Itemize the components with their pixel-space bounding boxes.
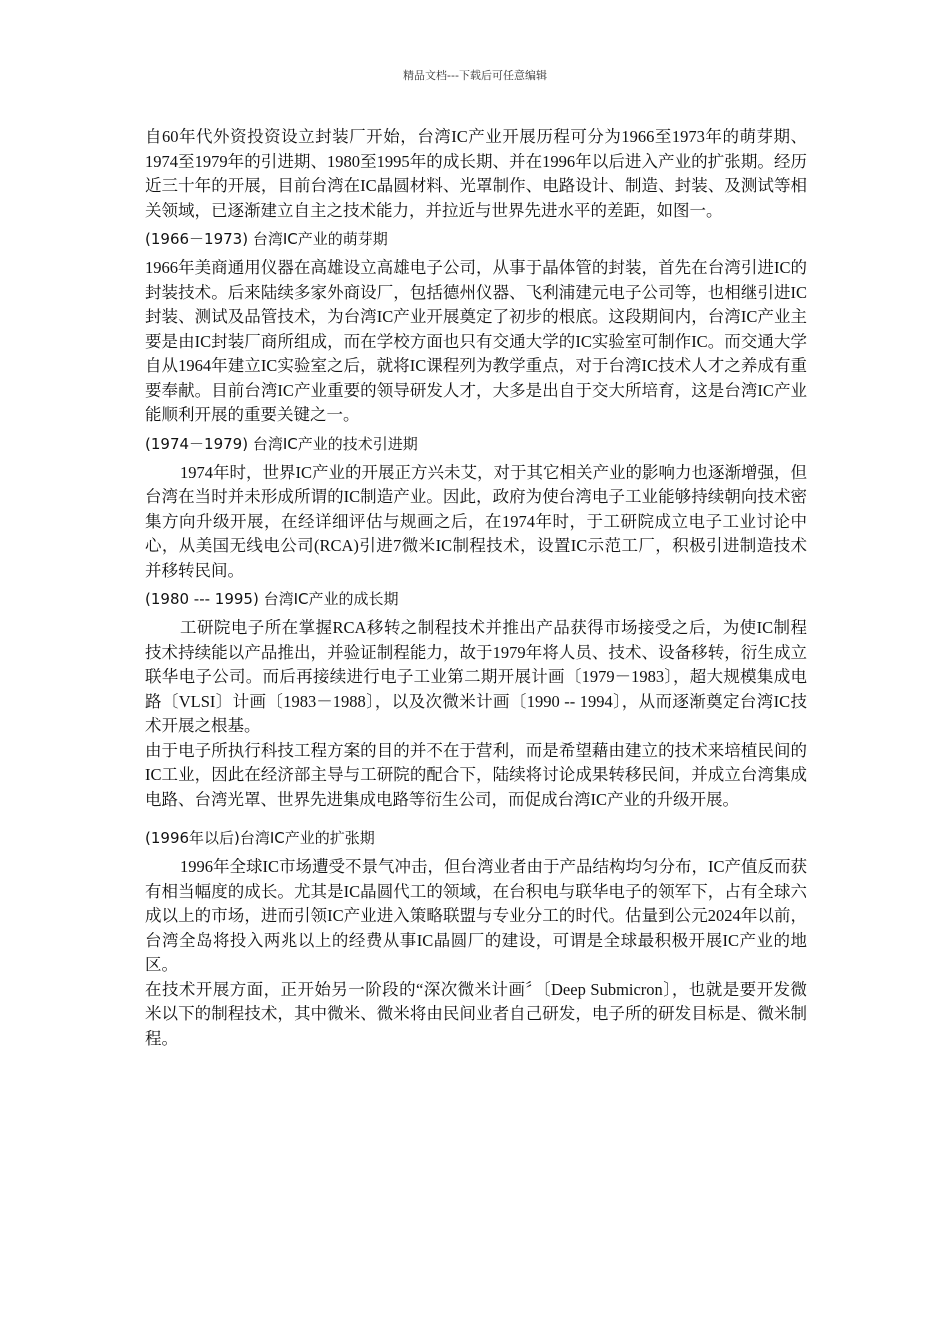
section-paragraph: 1996年全球IC市场遭受不景气冲击，但台湾业者由于产品结构均匀分布，IC产值反而获有相当幅度的成长。尤其是IC晶圆代工的领域，在台积电与联华电子的领军下，占有全球六成以上的市场，进而引领IC产业进入策略联盟与专业分工的时代。估量到公元2024年以前，台湾全岛将投入两兆以上的经费从事IC晶圆厂的建设，可谓是全球最积极开展IC产业的地区。 — [145, 857, 807, 974]
section-heading-1966: (1966－1973) 台湾IC产业的萌芽期 — [145, 230, 388, 248]
section-paragraph: 在技术开展方面，正开始另一阶段的“深次微米计画〞〔Deep Submicron〕，也就是要开发微米以下的制程技术，其中微米、微米将由民间业者自己研发，电子所的研发目标是、微米制程。 — [145, 979, 807, 1048]
section-heading-1980: (1980 --- 1995) 台湾IC产业的成长期 — [145, 590, 399, 608]
page-header: 精品文档---下载后可任意编辑 — [403, 69, 547, 82]
intro-paragraph: 自60年代外资投资设立封装厂开始，台湾IC产业开展历程可分为1966至1973年的萌芽期、1974至1979年的引进期、1980至1995年的成长期、并在1996年以后进入产业的扩张期。经历近三十年的开展，目前台湾在IC晶圆材料、光罩制作、电路设计、制造、封装、及测试等相关领域，已逐渐建立自主之技术能力，并拉近与世界先进水平的差距，如图一。 — [145, 127, 807, 220]
section-paragraph: 工研院电子所在掌握RCA移转之制程技术并推出产品获得市场接受之后，为使IC制程技术持续能以产品推出，并验证制程能力，故于1979年将人员、技术、设备移转，衍生成立联华电子公司。而后再接续进行电子工业第二期开展计画〔1979－1983〕，超大规模集成电路〔VLSI〕计画〔1983－1988〕，以及次微米计画〔1990 -- 1994〕，从而逐渐奠定台湾IC技术开展之根基。 — [145, 618, 807, 735]
section-heading-1996: (1996年以后)台湾IC产业的扩张期 — [145, 829, 375, 847]
section-paragraph: 由于电子所执行科技工程方案的目的并不在于营利，而是希望藉由建立的技术来培植民间的IC工业，因此在经济部主导与工研院的配合下，陆续将讨论成果转移民间，并成立台湾集成电路、台湾光罩、世界先进集成电路等衍生公司，而促成台湾IC产业的升级开展。 — [145, 740, 807, 809]
section-heading-1974: (1974－1979) 台湾IC产业的技术引进期 — [145, 434, 418, 453]
section-paragraph: 1966年美商通用仪器在高雄设立高雄电子公司，从事于晶体管的封装，首先在台湾引进IC的封装技术。后来陆续多家外商设厂，包括德州仪器、飞利浦建元电子公司等，也相继引进IC封装、测试及品管技术，为台湾IC产业开展奠定了初步的根底。这段期间内，台湾IC产业主要是由IC封装厂商所组成，而在学校方面也只有交通大学的IC实验室可制作IC。而交通大学自从1964年建立IC实验室之后，就将IC课程列为教学重点，对于台湾IC技术人才之养成有重要奉献。目前台湾IC产业重要的领导研发人才，大多是出自于交大所培育，这是台湾IC产业能顺利开展的重要关键之一。 — [145, 258, 808, 424]
document-body — [145, 125, 807, 1051]
section-paragraph: 1974年时，世界IC产业的开展正方兴未艾，对于其它相关产业的影响力也逐渐增强，但台湾在当时并未形成所谓的IC制造产业。因此，政府为使台湾电子工业能够持续朝向技术密集方向升级开展，在经详细评估与规画之后，在1974年时，于工研院成立电子工业讨论中心，从美国无线电公司(RCA)引进7微米IC制程技术，设置IC示范工厂，积极引进制造技术并移转民间。 — [145, 462, 807, 580]
